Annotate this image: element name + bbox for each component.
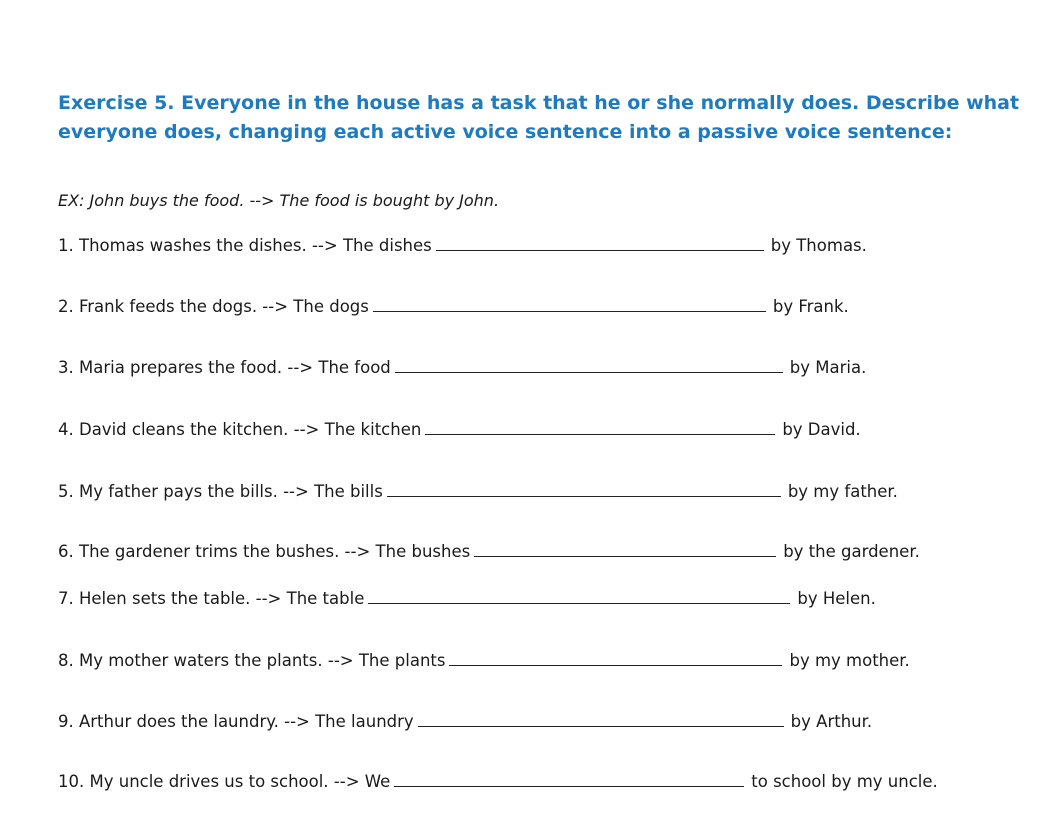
item-prompt: 6. The gardener trims the bushes. --> The bushes (58, 542, 471, 561)
item-ending: by Arthur. (790, 712, 873, 731)
item-ending: by my mother. (789, 651, 910, 670)
exercise-item (58, 650, 910, 672)
answer-blank[interactable] (368, 588, 790, 604)
worksheet (58, 0, 1038, 821)
item-prompt: 2. Frank feeds the dogs. --> The dogs (58, 297, 369, 316)
exercise-item (58, 588, 876, 610)
item-ending: by my father. (787, 482, 898, 501)
answer-blank[interactable] (436, 235, 764, 251)
answer-blank[interactable] (474, 541, 776, 557)
item-ending: by Thomas. (770, 236, 867, 255)
item-ending: to school by my uncle. (751, 772, 938, 791)
exercise-item (58, 419, 861, 441)
item-prompt: 9. Arthur does the laundry. --> The laundry (58, 712, 414, 731)
item-prompt: 10. My uncle drives us to school. --> We (58, 772, 391, 791)
answer-blank[interactable] (373, 296, 766, 312)
item-ending: by David. (782, 420, 861, 439)
exercise-item (58, 771, 938, 793)
item-ending: by the gardener. (783, 542, 920, 561)
item-ending: by Frank. (772, 297, 849, 316)
answer-blank[interactable] (418, 711, 784, 727)
exercise-item (58, 541, 920, 563)
item-prompt: 4. David cleans the kitchen. --> The kitchen (58, 420, 422, 439)
exercise-item (58, 357, 866, 379)
answer-blank[interactable] (395, 357, 783, 373)
exercise-item (58, 296, 849, 318)
item-prompt: 3. Maria prepares the food. --> The food (58, 358, 391, 377)
item-prompt: 1. Thomas washes the dishes. --> The dishes (58, 236, 432, 255)
exercise-title: Exercise 5. Everyone in the house has a task that he or she normally does. Describe what everyone does, changing each active voice sentence into a passive voice sentence: (58, 92, 1020, 143)
answer-blank[interactable] (449, 650, 782, 666)
item-prompt: 7. Helen sets the table. --> The table (58, 589, 365, 608)
item-prompt: 5. My father pays the bills. --> The bills (58, 482, 383, 501)
example-sentence: EX: John buys the food. --> The food is bought by John. (58, 191, 500, 210)
exercise-item (58, 711, 872, 733)
answer-blank[interactable] (394, 771, 744, 787)
item-ending: by Helen. (797, 589, 876, 608)
exercise-item (58, 481, 898, 503)
answer-blank[interactable] (387, 481, 781, 497)
item-ending: by Maria. (789, 358, 867, 377)
exercise-item (58, 235, 867, 257)
item-prompt: 8. My mother waters the plants. --> The plants (58, 651, 446, 670)
answer-blank[interactable] (425, 419, 775, 435)
